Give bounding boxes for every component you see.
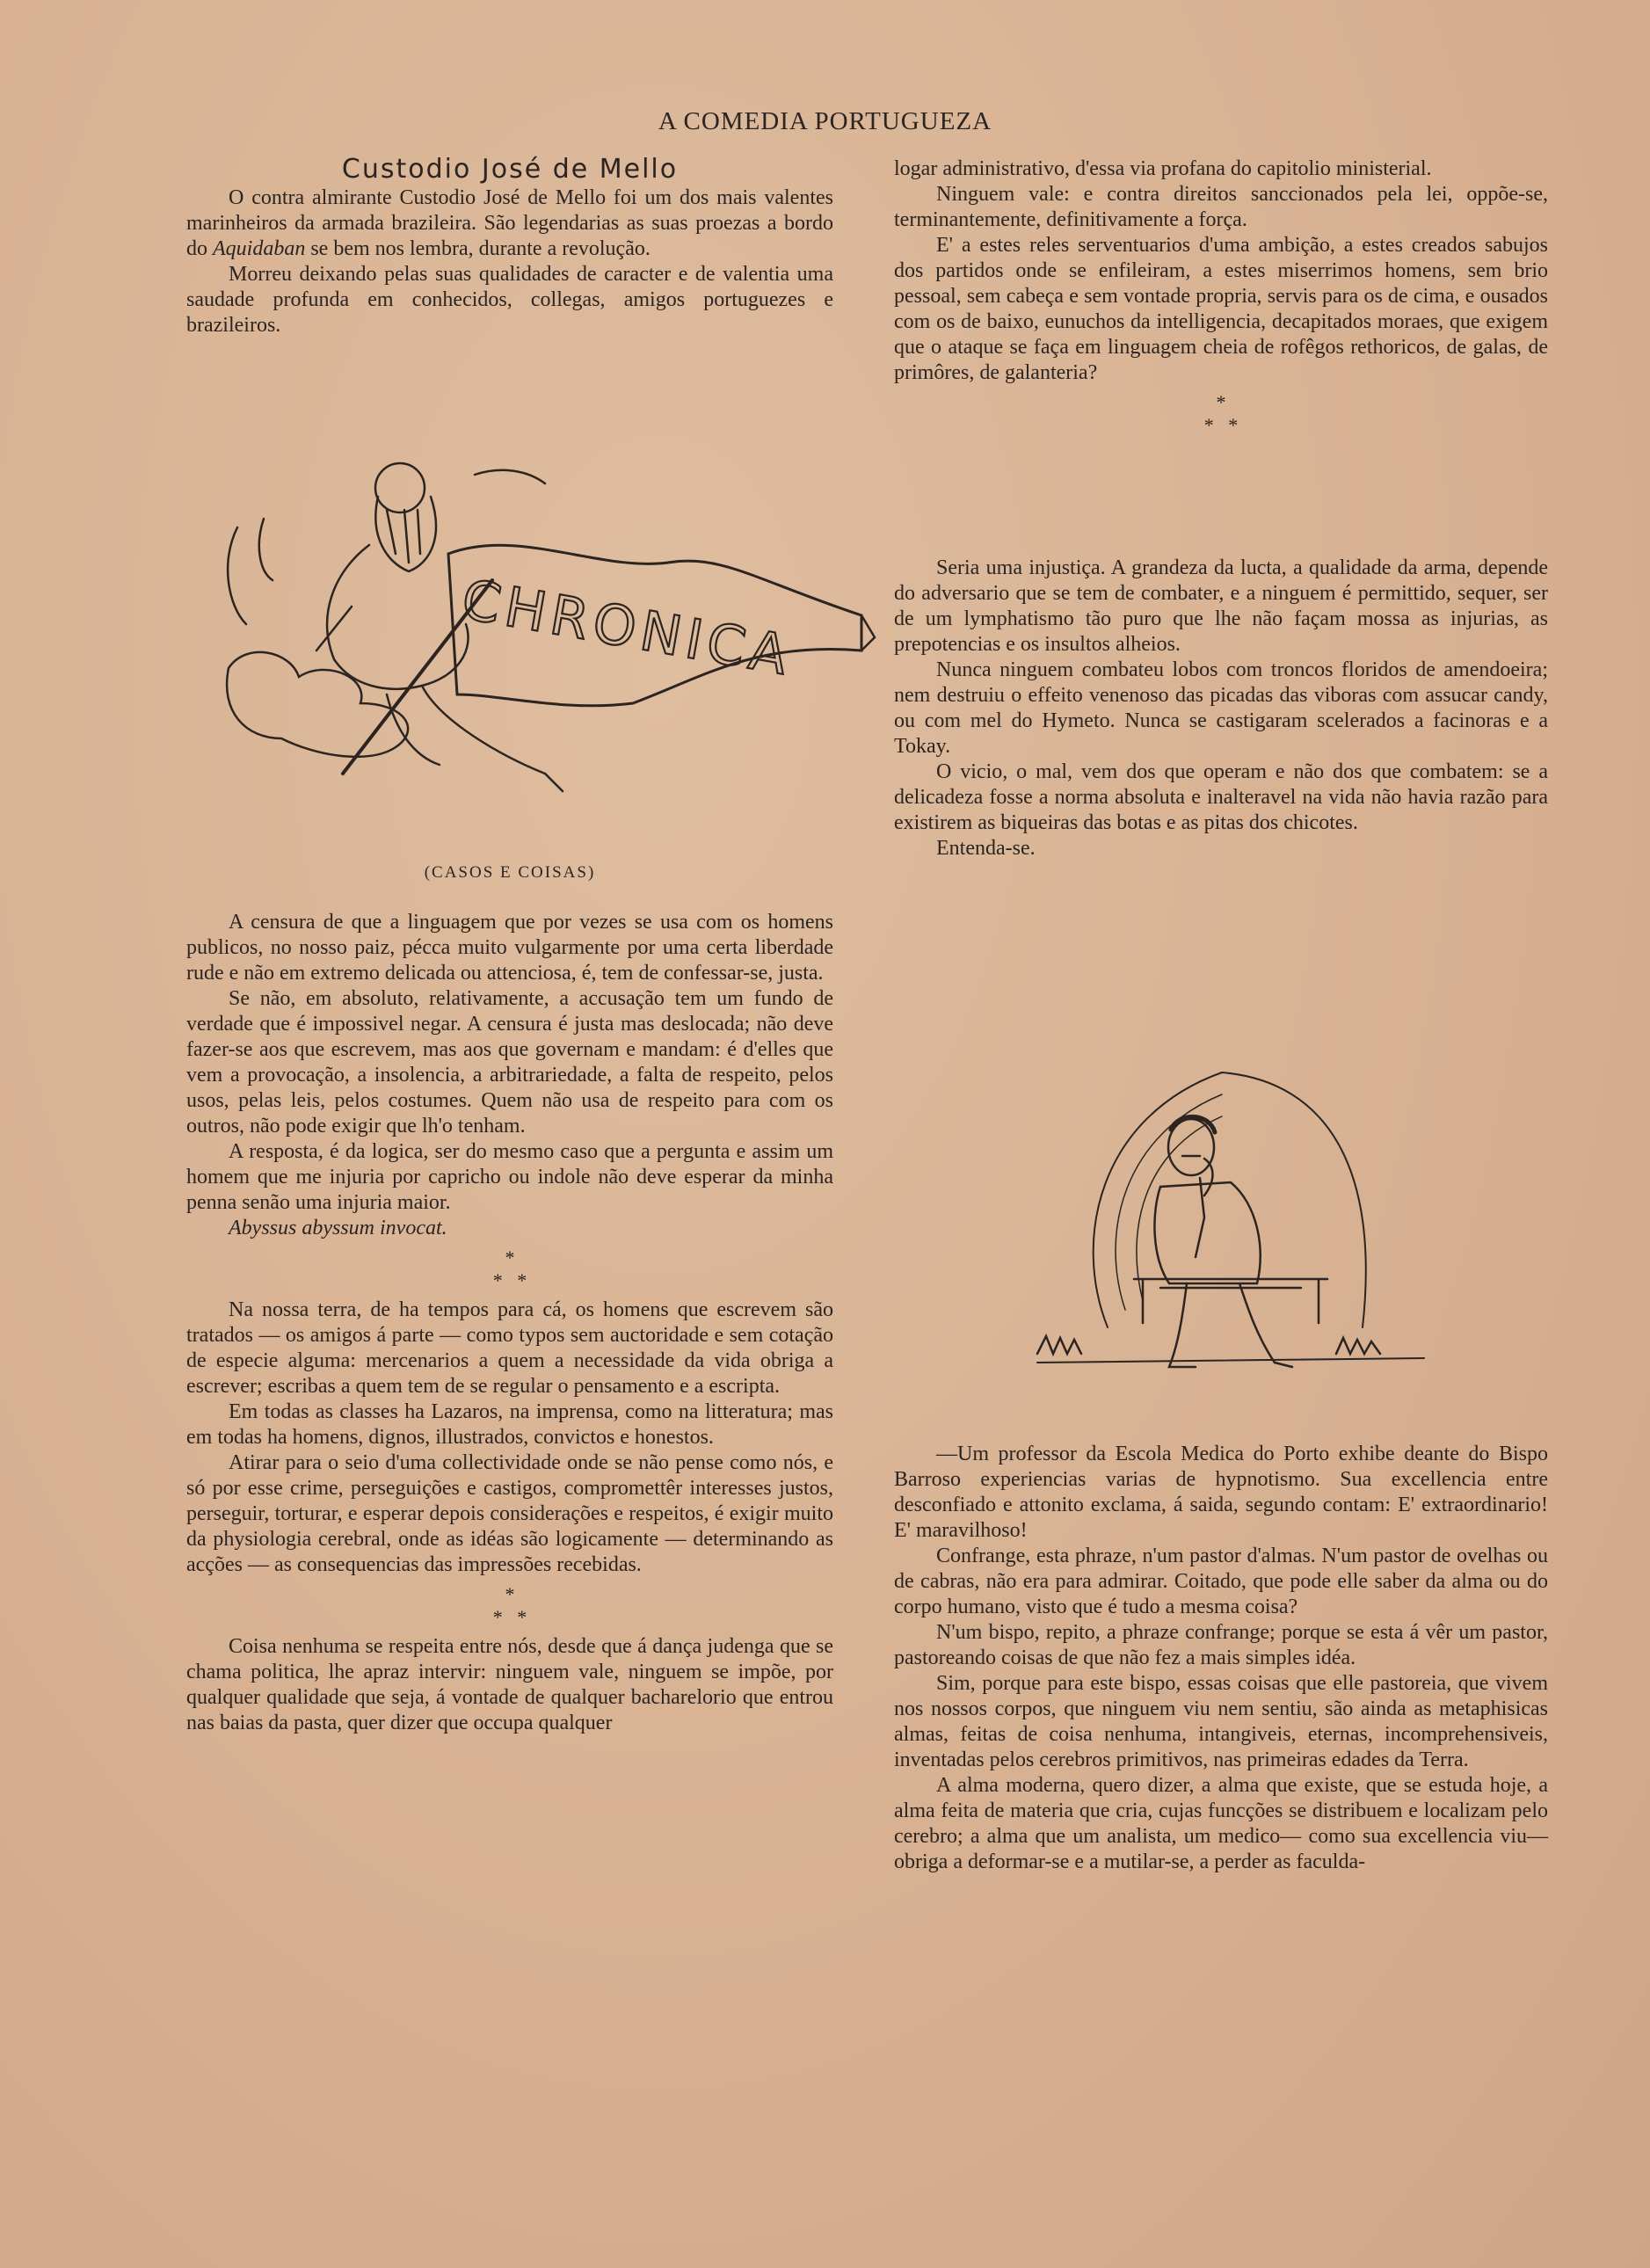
chronica-paragraph: Seria uma injustiça. A grandeza da lucta, a qualidade da arma, depende do adversario que se tem de combater, e a ninguem é permittido, sequer, ser de um lymphatismo tão puro que lhe não façam mossa as injurias, as prepotencias e os insultos alheios. [894, 556, 1548, 656]
chronica-paragraph: logar administrativo, d'essa via profana do capitolio ministerial. [894, 157, 1432, 180]
chronica-paragraph: A alma moderna, quero dizer, a alma que existe, que se estuda hoje, a alma feita de materia que cria, cujas funcções se distribuem e localizam pelo cerebro; a alma que um analista, um medico— como sua excellencia viu— obriga a deformar-se e a mutilar-se, a perder as faculda- [894, 1774, 1548, 1873]
seated-man-illustration [1029, 1064, 1433, 1389]
chronica-paragraph: E' a estes reles serventuarios d'uma ambição, a estes creados sabujos dos partidos onde se enfileiram, a estes miserrimos homens, sem brio pessoal, sem cabeça e sem vontade propria, servis para os de cima, e ousados com os de baixo, eunuchos da intelligencia, decapitados moraes, que exigem que o ataque se faça em linguagem cheia de rofêgos rethoricos, de galas, de primôres, de galanteria? [894, 234, 1548, 384]
mello-title: Custodio José de Mello [341, 154, 679, 185]
chronica-right-column-mid [894, 556, 1548, 861]
chronica-right-column-top [894, 156, 1548, 442]
chronica-paragraph: Se não, em absoluto, relativamente, a accusação tem um fundo de verdade que é impossivel negar. A censura é justa mas deslocada; não deve fazer-se aos que escrevem, mas aos que governam e mandam: é d'elles que vem a provocação, a insolencia, a arbitrariedade, a falta de respeito, pelos usos, pelas leis, pelos costumes. Quem não usa de respeito para com os outros, não pode exigir que lh'o tenham. [186, 987, 833, 1138]
mello-paragraph: O contra almirante Custodio José de Mello foi um dos mais valentes marinheiros da armada brazileira. São legendarias as suas proezas a bordo do Aquidaban se bem nos lembra, durante a revolução. [186, 186, 833, 260]
chronica-paragraph: Na nossa terra, de ha tempos para cá, os homens que escrevem são tratados — os amigos á parte — como typos sem auctoridade e sem cotação de especie alguma: mercenarios a quem a necessidade da vida obriga a escrever; escribas a quem tem de se regular o pensamento e a escripta. [186, 1298, 833, 1398]
chronica-paragraph: Nunca ninguem combateu lobos com troncos floridos de amendoeira; nem destruiu o effeito venenoso das picadas das viboras com assucar candy, ou com mel do Hymeto. Nunca se castigaram scelerados a facinoras e a Tokay. [894, 658, 1548, 758]
chronica-right-column-bottom [894, 1442, 1548, 1875]
chronica-paragraph: Atirar para o seio d'uma collectividade onde se não pense como nós, e só por esse crime, perseguições e castigos, compromettêr interesses justos, perseguir, torturar, e esperar depois considerações e respeitos, é exigir muito da physiologia cerebral, onde as idéas são logicamente — determinando as acções — as consequencias das impressões recebidas. [186, 1451, 833, 1576]
chronica-paragraph: Coisa nenhuma se respeita entre nós, desde que á dança judenga que se chama politica, lhe apraz intervir: ninguem vale, ninguem se impõe, por qualquer qualidade que seja, á vontade de qualquer bacharelorio que entrou nas baias da pasta, quer dizer que occupa qualquer [186, 1635, 833, 1734]
chronica-paragraph: Ninguem vale: e contra direitos sanccionados pela lei, oppõe-se, terminantemente, definitivamente a força. [894, 183, 1548, 231]
chronica-paragraph: —Um professor da Escola Medica do Porto exhibe deante do Bispo Barroso experiencias varias de hypnotismo. Sua excellencia entre desconfiado e attonito exclama, á saida, segundo contam: E' extraordinario! E' maravilhoso! [894, 1443, 1548, 1542]
chronica-paragraph: N'um bispo, repito, a phraze confrange; porque se esta á vêr um pastor, pastoreando coisas de que não fez a mais simples idéa. [894, 1621, 1548, 1669]
mello-paragraph: Morreu deixando pelas suas qualidades de caracter e de valentia uma saudade profunda em conhecidos, collegas, amigos portuguezes e brazileiros. [186, 263, 833, 337]
latin-quote: Abyssus abyssum invocat. [229, 1217, 447, 1239]
chronica-banner-text: CHRONICA [457, 566, 798, 688]
chronica-paragraph: Confrange, esta phraze, n'um pastor d'almas. N'um pastor de ovelhas ou de cabras, não era para admirar. Coitado, que pode elle saber da alma ou do corpo humano, visto que é tudo a mesma coisa? [894, 1545, 1548, 1618]
chronica-illustration [211, 440, 879, 800]
ship-name: Aquidaban [213, 237, 306, 260]
chronica-paragraph: Em todas as classes ha Lazaros, na imprensa, como na litteratura; mas em todas ha homens, dignos, illustrados, convictos e honestos. [186, 1400, 833, 1449]
page-header: A COMEDIA PORTUGUEZA [658, 107, 992, 135]
section-stars: * * * [492, 1247, 527, 1291]
chronica-paragraph: Entenda-se. [936, 837, 1036, 860]
chronica-paragraph: A censura de que a linguagem que por vezes se usa com os homens publicos, no nosso paiz, pécca muito vulgarmente por uma certa liberdade rude e não em extremo delicada ou attenciosa, é, tem de confessar-se, justa. [186, 911, 833, 985]
chronica-paragraph: Sim, porque para este bispo, essas coisas que elle pastoreia, que vivem nos nossos corpos, que ninguem viu nem sentiu, são ainda as metaphisicas almas, feitas de coisa nenhuma, intangiveis, eternas, incomprehensiveis, inventadas pelos cerebros primitivos, nas primeiras edades da Terra. [894, 1672, 1548, 1771]
chronica-subtitle: (CASOS E COISAS) [424, 863, 596, 882]
section-stars: * * * [492, 1583, 527, 1628]
chronica-paragraph: O vicio, o mal, vem dos que operam e não dos que combatem: se a delicadeza fosse a norma absoluta e inalteravel na vida não havia razão para existirem as biqueiras das botas e as pitas dos chicotes. [894, 760, 1548, 834]
mello-article [186, 156, 833, 338]
section-stars: * * * [1203, 391, 1239, 436]
chronica-paragraph: A resposta, é da logica, ser do mesmo caso que a pergunta e assim um homem que me injuria por capricho ou indole não deve esperar da minha penna senão uma injuria maior. [186, 1140, 833, 1214]
chronica-left-column [186, 860, 833, 1736]
